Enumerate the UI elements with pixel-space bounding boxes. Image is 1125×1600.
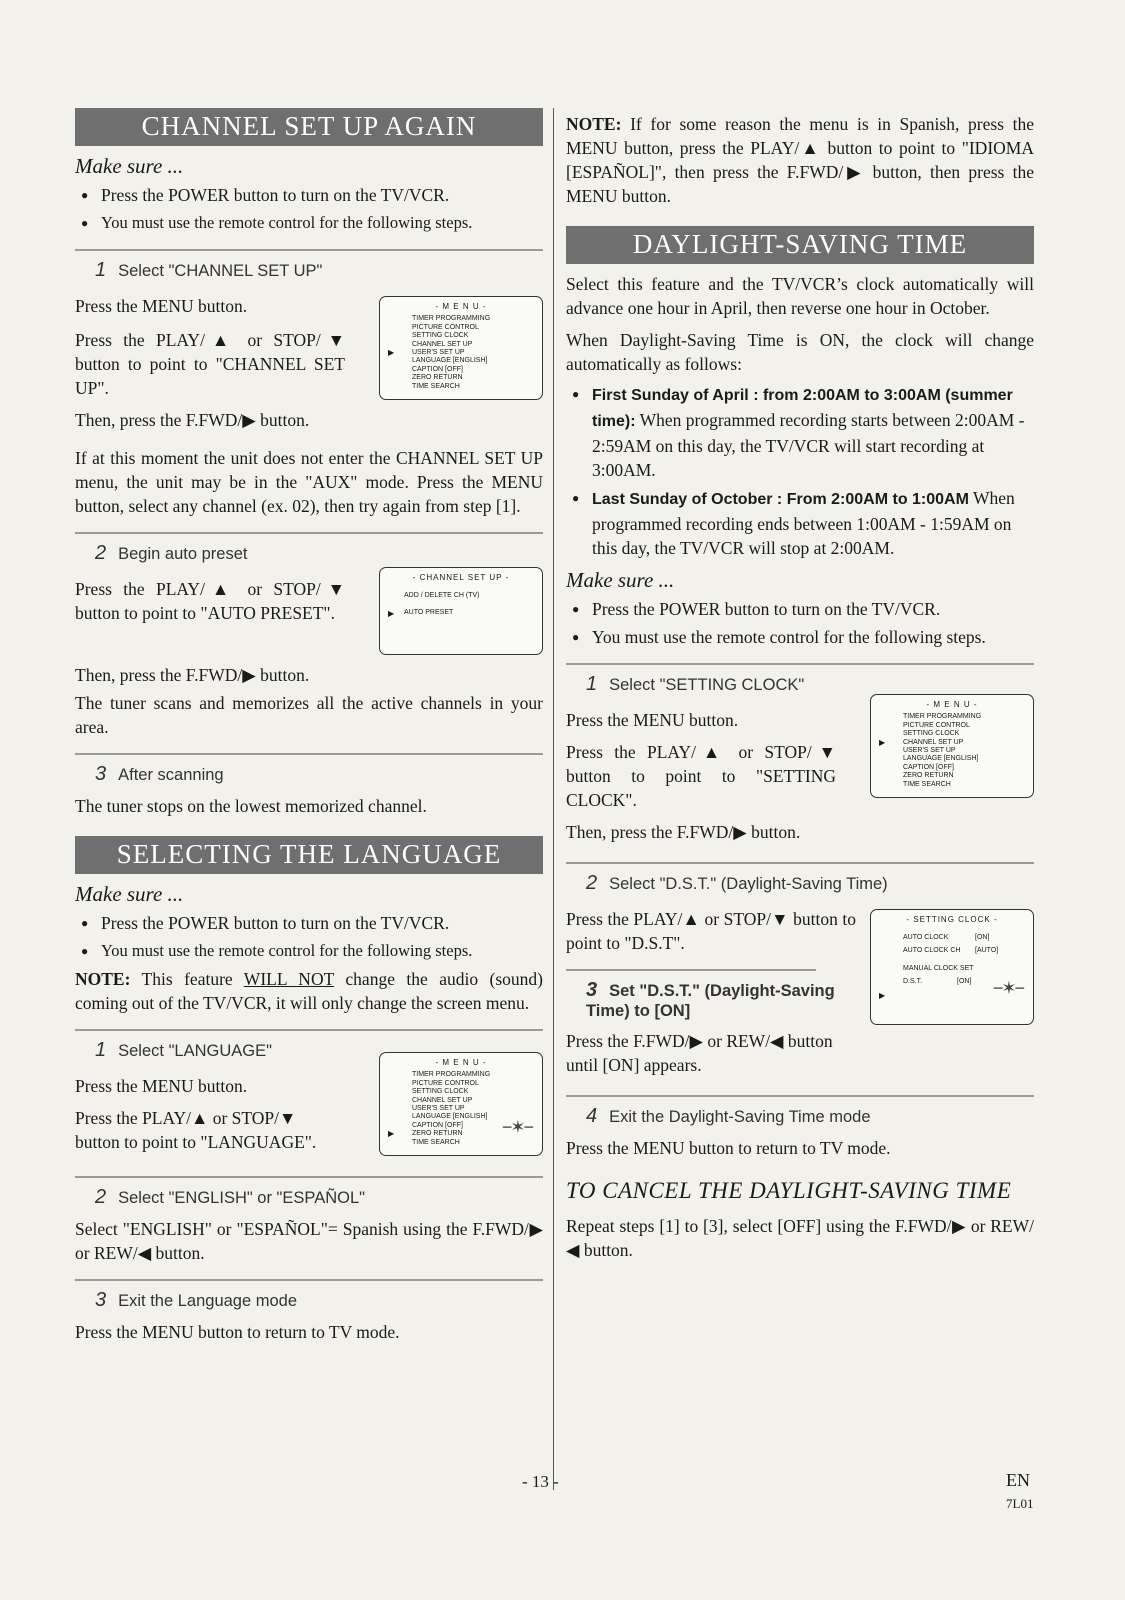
- language-code: EN: [1006, 1470, 1030, 1490]
- list-item: ● Press the POWER button to turn on the TV/VCR.: [566, 597, 1034, 621]
- step-text: Press the PLAY/▲ or STOP/▼ button to point to "AUTO PRESET".: [75, 579, 345, 623]
- pointer-icon: ▶: [388, 1129, 395, 1138]
- step-text: Press the F.FWD/▶ or REW/◀ button until [ON] appears.: [566, 1031, 833, 1075]
- dst-makesure: Make sure ...: [566, 568, 675, 592]
- menu-screen-channel-setup: - CHANNEL SET UP - ADD / DELETE CH (TV) AUTO PRESET ▶: [379, 567, 543, 655]
- pointer-icon: ▶: [879, 738, 886, 747]
- right-column: [566, 108, 1034, 1266]
- pointer-icon: ▶: [388, 609, 395, 618]
- spanish-note: NOTE: If for some reason the menu is in Spanish, press the MENU button, press the PLAY/▲ button to point to "IDIOMA [ESPAÑOL]", then press the F.FWD/▶ button, then press the MENU button.: [566, 114, 1034, 206]
- step-text: The tuner scans and memorizes all the active channels in your area.: [75, 693, 543, 737]
- channel-step-1-body: [75, 290, 543, 436]
- dst-step-2-heading: 2 Select "D.S.T." (Daylight-Saving Time): [586, 872, 888, 894]
- language-makesure: Make sure ...: [75, 882, 184, 906]
- channel-step-3-heading: 3 After scanning: [95, 763, 224, 785]
- step-text: Press the PLAY/▲ or STOP/▼ button to point to "SETTING CLOCK".: [566, 742, 836, 810]
- dst-rules-list: [566, 382, 1034, 560]
- channel-makesure-list: [75, 183, 543, 235]
- step-text: Then, press the F.FWD/▶ button.: [566, 822, 801, 842]
- menu-screen-setting-clock: - SETTING CLOCK - AUTO CLOCK [ON] AUTO CLOCK CH [AUTO] MANUAL CLOCK SET D.S.T. [ON] ▶ −✶−: [870, 909, 1034, 1025]
- divider: [75, 1279, 543, 1281]
- dst-step-4-heading: 4 Exit the Daylight-Saving Time mode: [586, 1105, 871, 1127]
- step-text: If at this moment the unit does not enter the CHANNEL SET UP menu, the unit may be in the "AUX" mode. Press the MENU button, select any channel (ex. 02), then try again from step [1].: [75, 448, 543, 516]
- list-item: ● First Sunday of April : from 2:00AM to 3:00AM (summer time): When programmed recording starts between 2:00AM - 2:59AM on this day, the TV/VCR will start recording at 3:00AM.: [566, 382, 1034, 482]
- list-item: ● You must use the remote control for the following steps.: [75, 939, 543, 963]
- divider: [566, 663, 1034, 665]
- language-step-2-heading: 2 Select "ENGLISH" or "ESPAÑOL": [95, 1186, 365, 1208]
- language-makesure-list: [75, 911, 543, 963]
- pointer-icon: ▶: [879, 991, 886, 1000]
- list-item: ● Last Sunday of October : From 2:00AM to 1:00AM When programmed recording ends between 1:00AM - 1:59AM on this day, the TV/VCR will stop at 2:00AM.: [566, 486, 1034, 560]
- divider: [75, 1029, 543, 1031]
- dst-step-1-body: [566, 700, 1034, 848]
- step-text: Press the PLAY/▲ or STOP/▼ button to point to "CHANNEL SET UP".: [75, 330, 345, 398]
- dst-step-1-heading: 1 Select "SETTING CLOCK": [586, 673, 805, 695]
- list-item: ● You must use the remote control for the following steps.: [566, 625, 1034, 649]
- channel-makesure: Make sure ...: [75, 154, 184, 178]
- step-text: Press the MENU button.: [75, 1076, 248, 1096]
- blinking-cursor-icon: −✶−: [501, 1117, 532, 1137]
- step-text: Press the MENU button to return to TV mode.: [566, 1138, 891, 1158]
- left-column: [75, 108, 543, 1348]
- divider: [75, 753, 543, 755]
- channel-step-2-body: [75, 573, 543, 655]
- step-text: Then, press the F.FWD/▶ button.: [75, 410, 310, 430]
- language-step-1-heading: 1 Select "LANGUAGE": [95, 1039, 272, 1061]
- menu-screen-clock: - M E N U - ▶ TIMER PROGRAMMING PICTURE CONTROL SETTING CLOCK CHANNEL SET UP USER'S SET UP LANGUAGE [ENGLISH] CAPTION [OFF] ZERO RETURN TIME SEARCH: [870, 694, 1034, 798]
- pointer-icon: ▶: [388, 348, 395, 357]
- column-divider: [553, 108, 554, 1490]
- channel-step-2-heading: 2 Begin auto preset: [95, 542, 248, 564]
- divider: [566, 969, 816, 971]
- list-item: ● You must use the remote control for the following steps.: [75, 211, 543, 235]
- channel-setup-header: CHANNEL SET UP AGAIN: [75, 108, 543, 146]
- divider: [75, 532, 543, 534]
- channel-step-1-heading: 1 Select "CHANNEL SET UP": [95, 259, 323, 281]
- step-text: Press the PLAY/▲ or STOP/▼ button to point to "D.S.T".: [566, 909, 856, 953]
- menu-screen-channel: - M E N U - ▶ TIMER PROGRAMMING PICTURE CONTROL SETTING CLOCK CHANNEL SET UP USER'S SET UP LANGUAGE [ENGLISH] CAPTION [OFF] ZERO RETURN TIME SEARCH: [379, 296, 543, 400]
- divider: [75, 1176, 543, 1178]
- language-step-3-heading: 3 Exit the Language mode: [95, 1289, 298, 1311]
- step-text: The tuner stops on the lowest memorized channel.: [75, 796, 427, 816]
- page-number: - 13 -: [522, 1472, 559, 1491]
- dst-intro: When Daylight-Saving Time is ON, the clock will change automatically as follows:: [566, 330, 1034, 374]
- step-text: Then, press the F.FWD/▶ button.: [75, 665, 310, 685]
- divider: [566, 1095, 1034, 1097]
- dst-makesure-list: [566, 597, 1034, 649]
- model-code: 7L01: [1006, 1496, 1034, 1511]
- step-text: Press the MENU button.: [566, 710, 739, 730]
- blinking-cursor-icon: −✶−: [992, 978, 1023, 998]
- language-step-1-body: [75, 1058, 543, 1158]
- cancel-dst-title: TO CANCEL THE DAYLIGHT-SAVING TIME: [566, 1178, 1012, 1203]
- dst-step-2-3-body: [566, 903, 1034, 1081]
- step-text: Press the MENU button to return to TV mode.: [75, 1322, 400, 1342]
- list-item: ● Press the POWER button to turn on the TV/VCR.: [75, 183, 543, 207]
- language-header: SELECTING THE LANGUAGE: [75, 836, 543, 874]
- menu-screen-language: - M E N U - ▶ −✶− TIMER PROGRAMMING PICTURE CONTROL SETTING CLOCK CHANNEL SET UP USER'S SET UP LANGUAGE [ENGLISH] CAPTION [OFF] ZERO RETURN TIME SEARCH: [379, 1052, 543, 1156]
- step-text: Select "ENGLISH" or "ESPAÑOL"= Spanish using the F.FWD/▶ or REW/◀ button.: [75, 1219, 543, 1263]
- step-text: Press the MENU button.: [75, 296, 248, 316]
- divider: [75, 249, 543, 251]
- dst-header: DAYLIGHT-SAVING TIME: [566, 226, 1034, 264]
- dst-intro: Select this feature and the TV/VCR’s clock automatically will advance one hour in April, then reverse one hour in October.: [566, 274, 1034, 318]
- dst-step-3-heading: 3 Set "D.S.T." (Daylight-Saving Time) to [ON]: [586, 979, 835, 1020]
- language-note: NOTE: This feature WILL NOT change the audio (sound) coming out of the TV/VCR, it will only change the screen menu.: [75, 969, 543, 1013]
- step-text: Press the PLAY/▲ or STOP/▼ button to point to "LANGUAGE".: [75, 1108, 317, 1152]
- divider: [566, 862, 1034, 864]
- cancel-dst-text: Repeat steps [1] to [3], select [OFF] using the F.FWD/▶ or REW/◀ button.: [566, 1216, 1034, 1260]
- list-item: ● Press the POWER button to turn on the TV/VCR.: [75, 911, 543, 935]
